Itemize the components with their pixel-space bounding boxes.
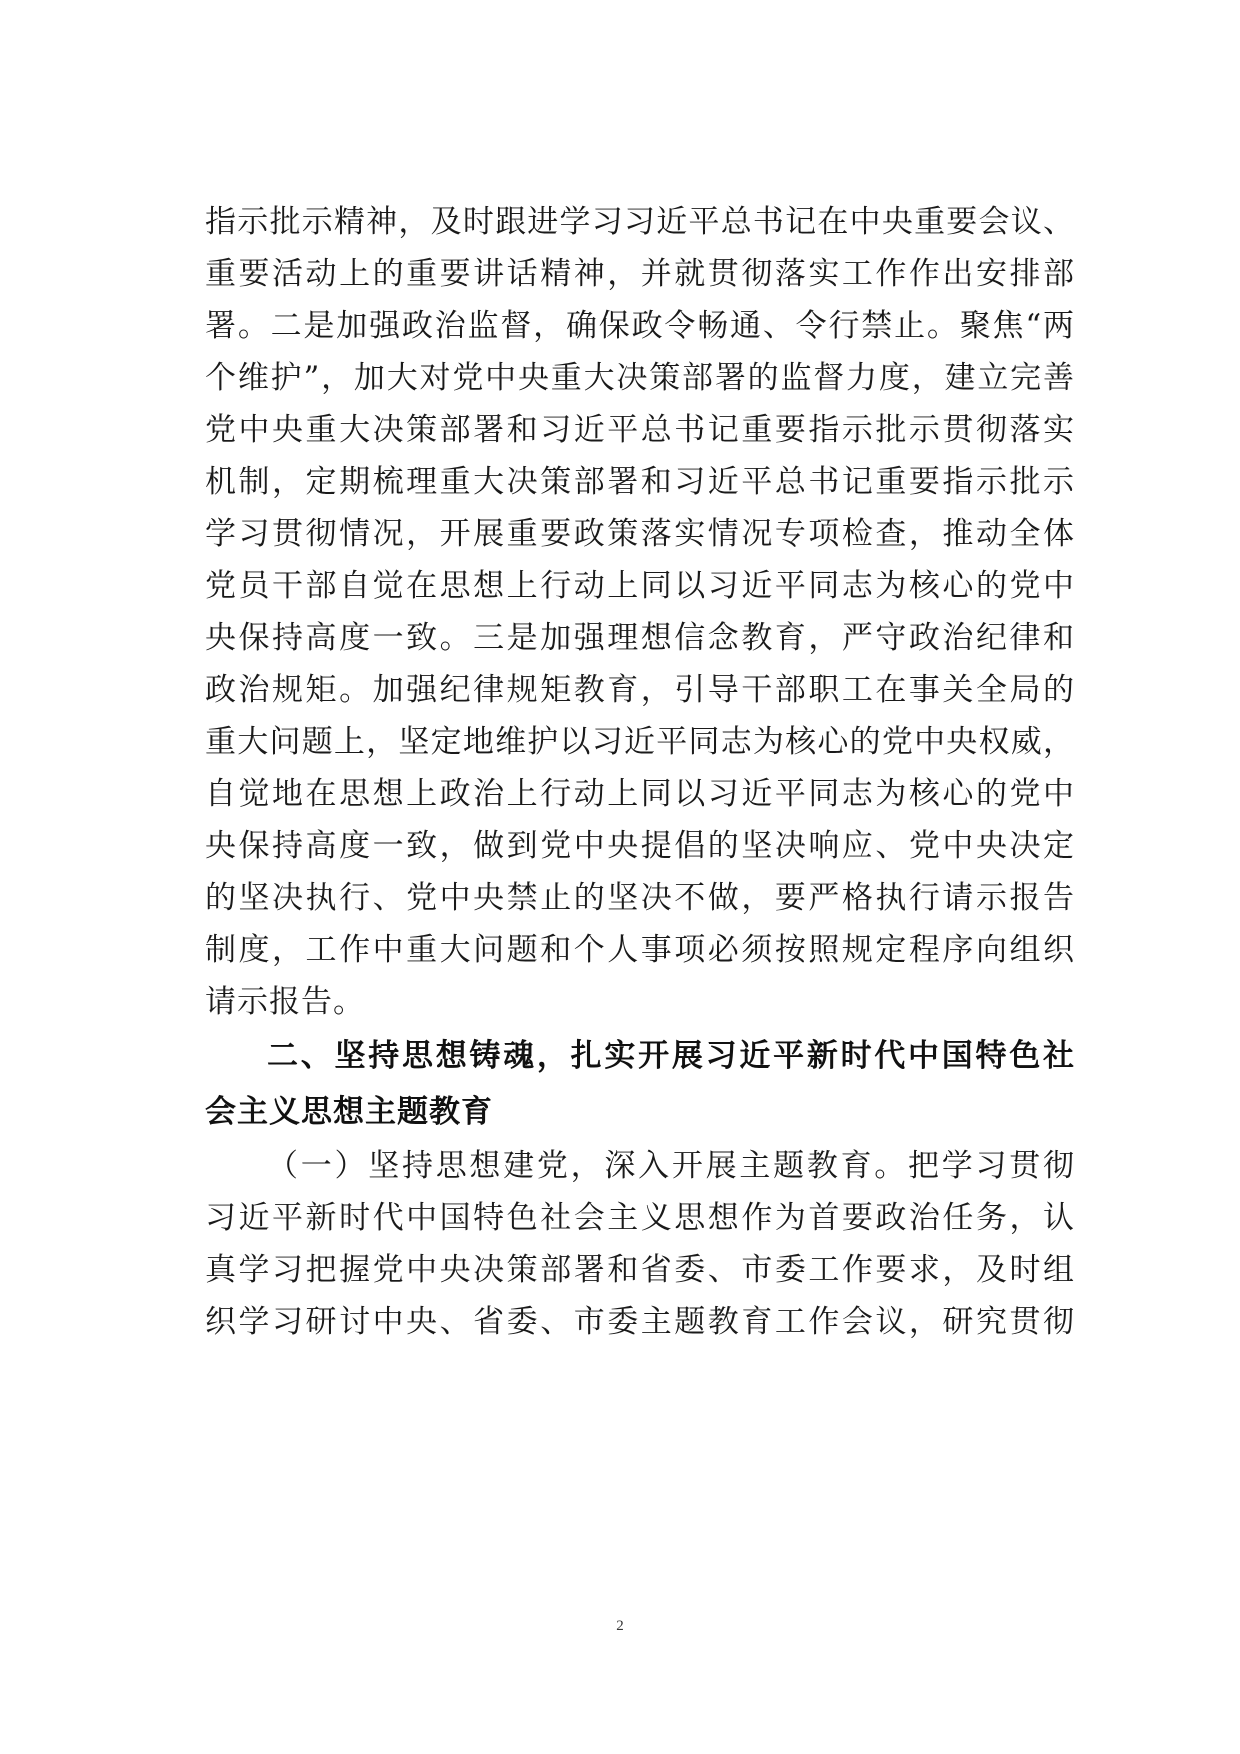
text-line: 党员干部自觉在思想上行动上同以习近平同志为核心的党中 [205, 568, 1075, 604]
text-line: 指示批示精神，及时跟进学习习近平总书记在中央重要会议、 [205, 204, 1075, 240]
text-line: 央保持高度一致。三是加强理想信念教育，严守政治纪律和 [205, 620, 1075, 656]
text-line: 习近平新时代中国特色社会主义思想作为首要政治任务，认 [205, 1200, 1075, 1236]
section-heading: 二、坚持思想铸魂，扎实开展习近平新时代中国特色社 [267, 1038, 1075, 1074]
section-heading-continued: 会主义思想主题教育 [205, 1094, 493, 1130]
text-line: 重要活动上的重要讲话精神，并就贯彻落实工作作出安排部 [205, 256, 1075, 292]
text-line: 织学习研讨中央、省委、市委主题教育工作会议，研究贯彻 [205, 1304, 1075, 1340]
text-line: 政治规矩。加强纪律规矩教育，引导干部职工在事关全局的 [205, 672, 1075, 708]
document-body [205, 196, 1075, 1348]
text-line: 署。二是加强政治监督，确保政令畅通、令行禁止。聚焦“两 [205, 308, 1075, 344]
text-line: 个维护”，加大对党中央重大决策部署的监督力度，建立完善 [205, 360, 1075, 396]
text-line: 学习贯彻情况，开展重要政策落实情况专项检查，推动全体 [205, 516, 1075, 552]
text-line: 制度，工作中重大问题和个人事项必须按照规定程序向组织 [205, 932, 1075, 968]
text-line: 党中央重大决策部署和习近平总书记重要指示批示贯彻落实 [205, 412, 1075, 448]
text-line: 请示报告。 [205, 984, 365, 1020]
text-line: （一）坚持思想建党，深入开展主题教育。把学习贯彻 [267, 1148, 1075, 1184]
text-line: 的坚决执行、党中央禁止的坚决不做，要严格执行请示报告 [205, 880, 1075, 916]
text-line: 自觉地在思想上政治上行动上同以习近平同志为核心的党中 [205, 776, 1075, 812]
text-line: 机制，定期梳理重大决策部署和习近平总书记重要指示批示 [205, 464, 1075, 500]
text-line: 重大问题上，坚定地维护以习近平同志为核心的党中央权威， [205, 724, 1075, 760]
page-number: 2 [616, 1618, 624, 1634]
text-line: 真学习把握党中央决策部署和省委、市委工作要求，及时组 [205, 1252, 1075, 1288]
text-line: 央保持高度一致，做到党中央提倡的坚决响应、党中央决定 [205, 828, 1075, 864]
